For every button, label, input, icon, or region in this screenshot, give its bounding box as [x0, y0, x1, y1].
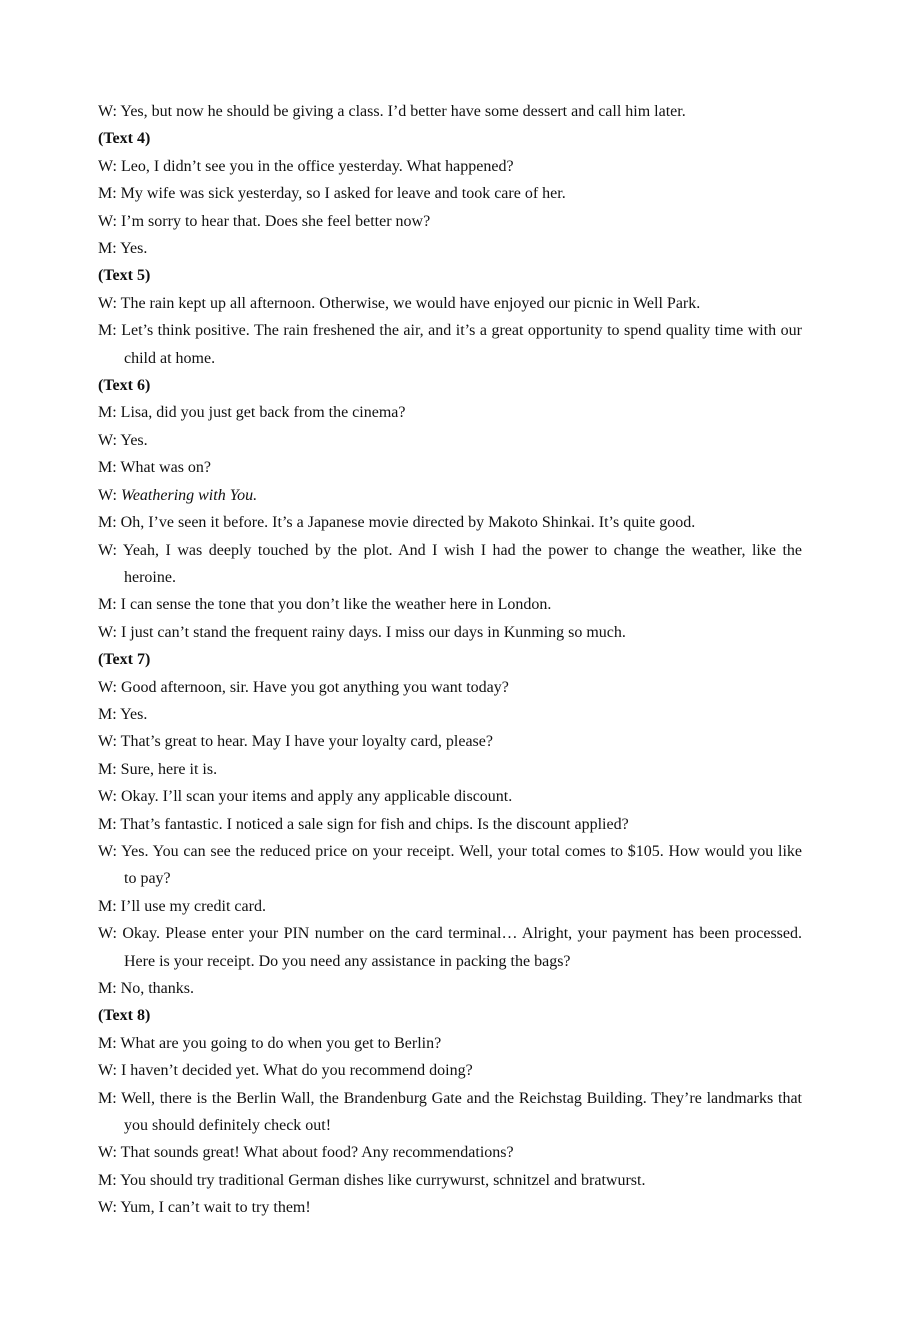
- dialogue-text: What was on?: [120, 459, 212, 477]
- dialogue-line: [98, 674, 802, 701]
- dialogue-line: [98, 1139, 802, 1166]
- dialogue-line: [98, 454, 802, 481]
- dialogue-line: [98, 427, 802, 454]
- dialogue-text: Leo, I didn’t see you in the office yesterday. What happened?: [120, 157, 514, 175]
- dialogue-line: [98, 920, 802, 975]
- speaker-label: W:: [98, 842, 117, 860]
- dialogue-line: [98, 783, 802, 810]
- dialogue-text: Let’s think positive. The rain freshened the air, and it’s a great opportunity to spend quality time with our child at home.: [121, 322, 803, 367]
- speaker-label: M:: [98, 185, 117, 203]
- speaker-label: W:: [98, 103, 117, 120]
- speaker-label: M:: [98, 705, 117, 723]
- speaker-label: W:: [98, 1062, 117, 1080]
- dialogue-text: I haven’t decided yet. What do you recommend doing?: [120, 1062, 473, 1080]
- speaker-label: W:: [98, 1144, 117, 1162]
- section-heading: (Text 4): [98, 130, 151, 148]
- speaker-label: M:: [98, 514, 117, 532]
- dialogue-text: Yes, but now he should be giving a class. I’d better have some dessert and call him later.: [120, 103, 686, 120]
- dialogue-text: No, thanks.: [120, 980, 194, 997]
- dialogue-text: Yes.: [120, 431, 148, 449]
- dialogue-text: I’m sorry to hear that. Does she feel better now?: [120, 212, 431, 230]
- dialogue-text: What are you going to do when you get to Berlin?: [120, 1034, 442, 1052]
- dialogue-line: [98, 399, 802, 426]
- section-heading: (Text 6): [98, 377, 151, 395]
- dialogue-text: Yum, I can’t wait to try them!: [120, 1199, 311, 1217]
- dialogue-line: [98, 701, 802, 728]
- dialogue-text: Yes.: [120, 240, 148, 258]
- dialogue-line: [98, 591, 802, 618]
- dialogue-line: [98, 756, 802, 783]
- dialogue-line: [98, 317, 802, 372]
- speaker-label: M:: [98, 322, 117, 340]
- speaker-label: M:: [98, 760, 117, 778]
- dialogue-line: [98, 619, 802, 646]
- dialogue-line: [98, 811, 802, 838]
- speaker-label: W:: [98, 733, 117, 751]
- dialogue-line: [98, 235, 802, 262]
- speaker-label: W:: [98, 541, 117, 559]
- speaker-label: M:: [98, 815, 117, 833]
- dialogue-line: [98, 1057, 802, 1084]
- dialogue-text: The rain kept up all afternoon. Otherwise, we would have enjoyed our picnic in Well Park.: [120, 294, 701, 312]
- speaker-label: M:: [98, 404, 117, 422]
- dialogue-text: Lisa, did you just get back from the cinema?: [120, 404, 406, 422]
- dialogue-text: That sounds great! What about food? Any recommendations?: [120, 1144, 514, 1162]
- dialogue-text: My wife was sick yesterday, so I asked for leave and took care of her.: [120, 185, 566, 203]
- dialogue-line: [98, 290, 802, 317]
- dialogue-text: Yes.: [120, 705, 148, 723]
- speaker-label: M:: [98, 1089, 117, 1107]
- speaker-label: M:: [98, 1034, 117, 1052]
- dialogue-text: You should try traditional German dishes like currywurst, schnitzel and bratwurst.: [120, 1171, 646, 1189]
- speaker-label: W:: [98, 788, 117, 806]
- speaker-label: W:: [98, 431, 117, 449]
- dialogue-line: [98, 153, 802, 180]
- dialogue-text: Okay. I’ll scan your items and apply any applicable discount.: [120, 788, 513, 806]
- dialogue-line: [98, 509, 802, 536]
- speaker-label: M:: [98, 459, 117, 477]
- dialogue-line: [98, 537, 802, 592]
- dialogue-text: That’s great to hear. May I have your loyalty card, please?: [120, 733, 493, 751]
- speaker-label: W:: [98, 486, 117, 504]
- section-heading: (Text 8): [98, 1007, 151, 1025]
- dialogue-line: [98, 1085, 802, 1140]
- dialogue-text: I just can’t stand the frequent rainy days. I miss our days in Kunming so much.: [120, 623, 626, 641]
- speaker-label: M:: [98, 240, 117, 258]
- dialogue-line: [98, 975, 802, 1002]
- dialogue-line: [98, 1030, 802, 1057]
- dialogue-line: [98, 180, 802, 207]
- speaker-label: W:: [98, 294, 117, 312]
- speaker-label: W:: [98, 1199, 117, 1217]
- dialogue-line: [98, 482, 802, 509]
- dialogue-line: [98, 98, 802, 125]
- speaker-label: W:: [98, 623, 117, 641]
- speaker-label: M:: [98, 596, 117, 614]
- dialogue-text: That’s fantastic. I noticed a sale sign for fish and chips. Is the discount applied?: [120, 815, 629, 833]
- dialogue-text: Yes. You can see the reduced price on your receipt. Well, your total comes to $105. How would you like to pay?: [121, 842, 803, 888]
- speaker-label: W:: [98, 212, 117, 230]
- section-heading: (Text 5): [98, 267, 151, 285]
- speaker-label: W:: [98, 157, 117, 175]
- dialogue-line: [98, 838, 802, 893]
- speaker-label: W:: [98, 925, 117, 943]
- speaker-label: M:: [98, 1171, 117, 1189]
- dialogue-line: [98, 1194, 802, 1221]
- dialogue-line: [98, 728, 802, 755]
- movie-title: Weathering with You.: [120, 486, 258, 504]
- dialogue-text: I can sense the tone that you don’t like the weather here in London.: [120, 596, 552, 614]
- dialogue-line: [98, 1167, 802, 1194]
- dialogue-text: I’ll use my credit card.: [120, 897, 266, 915]
- dialogue-text: Well, there is the Berlin Wall, the Brandenburg Gate and the Reichstag Building. They’re landmarks that you should definitely check out!: [121, 1089, 802, 1135]
- dialogue-line: [98, 893, 802, 920]
- dialogue-text: Yeah, I was deeply touched by the plot. And I wish I had the power to change the weather, like the heroine.: [122, 541, 803, 586]
- dialogue-text: Good afternoon, sir. Have you got anything you want today?: [120, 678, 509, 696]
- dialogue-text: Okay. Please enter your PIN number on the card terminal… Alright, your payment has been processed. Here is your receipt. Do you need any assistance in packing the bags?: [122, 925, 803, 970]
- speaker-label: M:: [98, 980, 117, 997]
- section-heading: (Text 7): [98, 651, 151, 669]
- transcript-page: [98, 98, 802, 1222]
- dialogue-line: [98, 208, 802, 235]
- speaker-label: M:: [98, 897, 117, 915]
- dialogue-text: Oh, I’ve seen it before. It’s a Japanese movie directed by Makoto Shinkai. It’s quite good.: [120, 514, 696, 532]
- dialogue-text: Sure, here it is.: [120, 760, 218, 778]
- speaker-label: W:: [98, 678, 117, 696]
